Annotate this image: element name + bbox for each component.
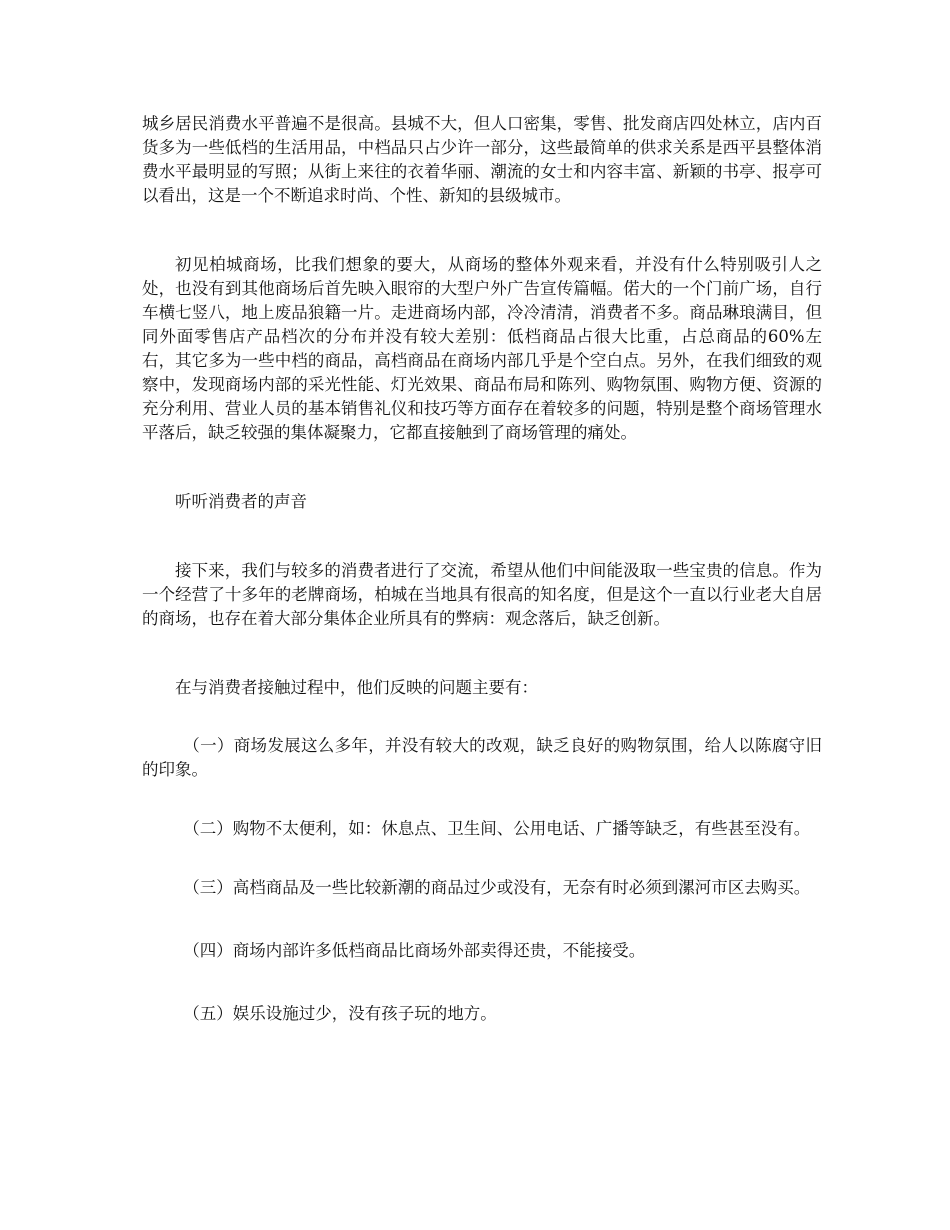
- section-heading: 听听消费者的声音: [175, 492, 307, 511]
- paragraph-consumer-exchange: 接下来，我们与较多的消费者进行了交流，希望从他们中间能汲取一些宝贵的信息。作为一个经营了十多年的老牌商场，柏城在当地具有很高的知名度，但是这个一直以行业老大自居的商场，也存在着大部分集体企业所具有的弊病：观念落后，缺乏创新。: [142, 561, 822, 628]
- list-item-issue-4: （四）商场内部许多低档商品比商场外部卖得还贵，不能接受。: [183, 941, 646, 960]
- list-item-issue-2: （二）购物不太便利，如：休息点、卫生间、公用电话、广播等缺乏，有些甚至没有。: [183, 819, 811, 838]
- list-item-issue-1: （一）商场发展这么多年，并没有较大的改观，缺乏良好的购物氛围，给人以陈腐守旧的印象。: [142, 736, 822, 779]
- list-item-issue-3: （三）高档商品及一些比较新潮的商品过少或没有，无奈有时必须到漯河市区去购买。: [183, 878, 811, 897]
- paragraph-issues-intro: 在与消费者接触过程中，他们反映的问题主要有：: [175, 678, 538, 697]
- paragraph-first-impression: 初见柏城商场，比我们想象的要大，从商场的整体外观来看，并没有什么特别吸引人之处，也没有到其他商场后首先映入眼帘的大型户外广告宣传篇幅。偌大的一个门前广场，自行车横七竖八，地上废品狼籍一片。走进商场内部，冷冷清清，消费者不多。商品琳琅满目，但同外面零售店产品档次的分布并没有较大差别：低档商品占很大比重，占总商品的60%左右，其它多为一些中档的商品，高档商品在商场内部几乎是个空白点。另外，在我们细致的观察中，发现商场内部的采光性能、灯光效果、商品布局和陈列、购物氛围、购物方便、资源的充分利用、营业人员的基本销售礼仪和技巧等方面存在着较多的问题，特别是整个商场管理水平落后，缺乏较强的集体凝聚力，它都直接触到了商场管理的痛处。: [142, 255, 822, 442]
- document-body: [142, 112, 822, 1026]
- paragraph-consumption-level: 城乡居民消费水平普遍不是很高。县城不大，但人口密集，零售、批发商店四处林立，店内百货多为一些低档的生活用品，中档品只占少许一部分，这些最简单的供求关系是西平县整体消费水平最明显的写照；从街上来往的衣着华丽、潮流的女士和内容丰富、新颖的书亭、报亭可以看出，这是一个不断追求时尚、个性、新知的县级城市。: [142, 114, 822, 205]
- list-item-issue-5: （五）娱乐设施过少，没有孩子玩的地方。: [183, 1004, 497, 1023]
